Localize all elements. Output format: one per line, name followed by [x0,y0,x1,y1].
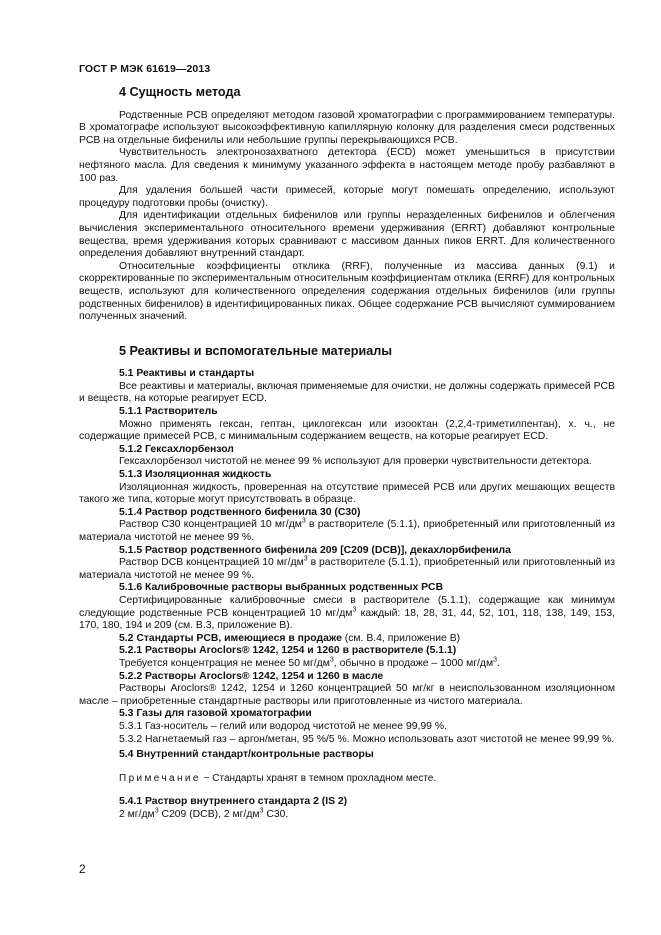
paragraph: Чувствительность электронозахватного детектора (ECD) может уменьшиться в присутствии нефтяного масла. Для сведения к минимуму указанного эффекта в настоящем методе пробу разбавляют в 100 раз. [79,147,615,184]
paragraph: Сертифицированные калибровочные смеси в растворителе (5.1.1), содержащие как минимум следующие родственные PCB концентрацией 10 $мг/дм^3$ каждый: 18, 28, 31, 44, 52, 101, 118, 138, 149, 153, 170, 180, 194 и 209 (см. В.3, приложение В). [79,594,615,632]
subsection-5-1-5-title: 5.1.5 Раствор родственного бифенила 209 [С209 (DCB)], декахлорбифенила [119,544,511,556]
paragraph: Раствор DCB концентрацией 10 $мг/дм^3$ в растворителе (5.1.1), приобретенный или приготовленный из материала чистотой не менее 99 %. [79,555,615,581]
subsection-5-1-3-title: 5.1.3 Изоляционная жидкость [119,469,272,481]
document-header: ГОСТ Р МЭК 61619—2013 [79,63,211,75]
subsection-5-3-title: 5.3 Газы для газовой хроматографии [119,708,312,720]
subsection-5-1-1-title: 5.1.1 Растворитель [119,406,218,418]
paragraph: Родственные PCB определяют методом газовой хроматографии с программированием температуры. В хроматографе используют высокоэффективную капиллярную колонку для разделения смеси родственных PCB на отдельные бифенилы или небольшие группы перекрывающихся PCB. [79,109,615,146]
subsection-5-4-title: 5.4 Внутренний стандарт/контрольные растворы [119,749,374,761]
page-number: 2 [79,862,86,876]
paragraph: Изоляционная жидкость, проверенная на отсутствие примесей PCB или других мешающих веществ такого же типа, которые могут присутствовать в образце. [79,481,615,506]
paragraph: Растворы Aroclors® 1242, 1254 и 1260 концентрацией 50 мг/кг в неиспользованном изоляционном масле – приобретенные стандартные растворы или приготовленные из чистого материала. [79,683,615,707]
section-4-title: 4 Сущность метода [119,85,241,99]
paragraph: Требуется концентрация не менее 50 $мг/дм^3$, обычно в продаже – 1000 $мг/дм^3$. [119,656,500,669]
document-body [79,86,615,821]
paragraph: 5.3.2 Нагнетаемый газ – аргон/метан, 95 %/5 %. Можно использовать азот чистотой не менее 99,99 %. [119,733,615,745]
section-5-title: 5 Реактивы и вспомогательные материалы [119,343,393,358]
subsection-5-2-title: 5.2 Стандарты PCB, имеющиеся в продаже (см. В.4, приложение В) [119,632,461,644]
subsection-5-4-1-title: 5.4.1 Раствор внутреннего стандарта 2 (IS 2) [119,796,348,808]
paragraph: 5.3.1 Газ-носитель – гелий или водород чистотой не менее 99,99 %. [119,720,447,732]
paragraph: Гексахлорбензол чистотой не менее 99 % используют для проверки чувствительности детектора. [119,456,592,468]
paragraph: 2 $мг/дм^3$ С209 (DCB), 2 $мг/дм^3$ С30. [119,807,289,820]
subsection-5-2-1-title: 5.2.1 Растворы Aroclors® 1242, 1254 и 1260 в растворителе (5.1.1) [119,645,457,657]
note: Примечание − Стандарты хранят в темном прохладном месте. [119,772,437,784]
subsection-5-1-2-title: 5.1.2 Гексахлорбензол [119,443,234,455]
subsection-5-1-4-title: 5.1.4 Раствор родственного бифенила 30 (С30) [119,506,361,518]
paragraph: Относительные коэффициенты отклика (RRF), полученные из массива данных (9.1) и скорректированные по экспериментальным относительным коэффициентам отклика (ERRF) для контрольных веществ, используют для количественного определения содержания отдельных бифенилов (или группы родственных бифенилов) в идентифицированных пиках. Общее содержание PCB вычисляют суммированием полученных значений. [79,260,615,323]
subsection-5-1-title: 5.1 Реактивы и стандарты [119,368,255,380]
subsection-5-2-2-title: 5.2.2 Растворы Aroclors® 1242, 1254 и 1260 в масле [119,670,384,682]
subsection-5-1-6-title: 5.1.6 Калибровочные растворы выбранных родственных PCB [119,582,444,594]
paragraph: Все реактивы и материалы, включая применяемые для очистки, не должны содержать примесей PCB и веществ, на которые реагирует ECD. [79,380,615,405]
paragraph: Для удаления большей части примесей, которые могут помешать определению, используют процедуру подготовки пробы (очистку). [79,185,615,209]
paragraph: Можно применять гексан, гептан, циклогексан или изооктан (2,2,4-триметилпентан), х. ч., не содержащие примесей PCB, с минимальным содержанием веществ, на которые реагирует ECD. [79,418,615,443]
paragraph: Для идентификации отдельных бифенилов или группы неразделенных бифенилов и облегчения вычисления экспериментального относительного времени удерживания (ERRT) добавляют контрольные вещества, время удерживания которых сравнивают с массивом данных пиков ERRT. Для количественного определения добавляют внутренний стандарт. [79,210,615,260]
paragraph: Раствор С30 концентрацией 10 $мг/дм^3$ в растворителе (5.1.1), приобретенный или приготовленный из материала чистотой не менее 99 %. [79,517,615,543]
